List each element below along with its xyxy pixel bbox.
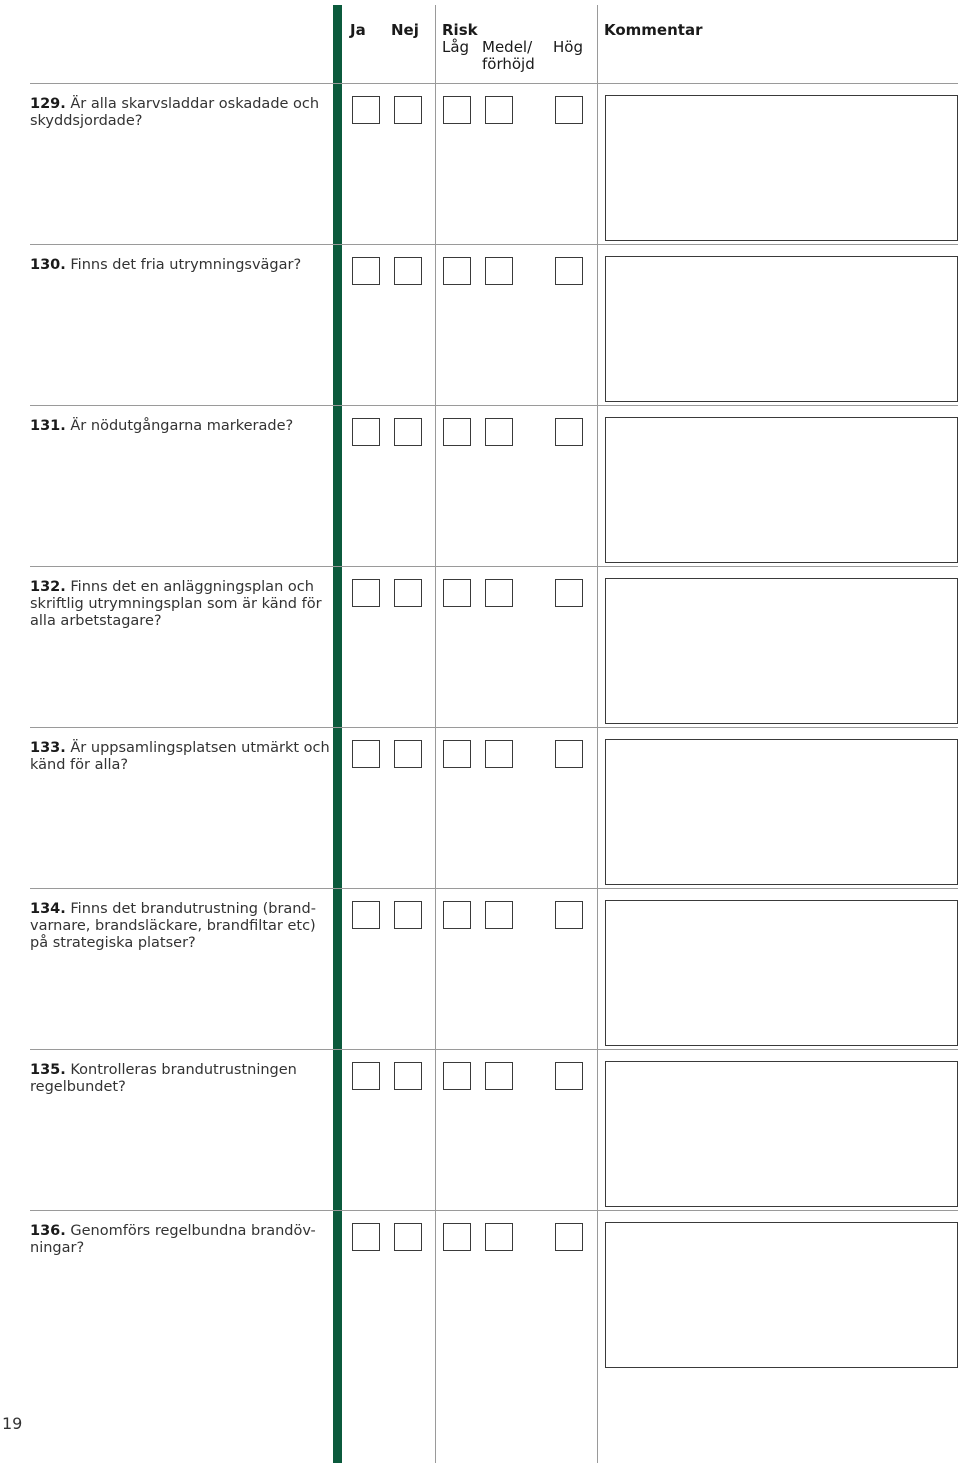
checkbox-nej[interactable]: [394, 740, 422, 768]
question-label: Kontrolleras brandutrustningen regelbundet?: [30, 1062, 297, 1095]
checkbox-risk-hog[interactable]: [555, 1223, 583, 1251]
checkbox-risk-lag[interactable]: [443, 257, 471, 285]
question-label: Finns det fria utrymningsvägar?: [70, 257, 302, 273]
question-number: 135.: [30, 1062, 66, 1078]
question-label: Finns det en anläggningsplan och skriftlig utrymningsplan som är känd för alla arbetstagare?: [30, 579, 322, 629]
question-number: 131.: [30, 418, 66, 434]
row-separator: [30, 1210, 958, 1211]
comment-field[interactable]: [605, 739, 958, 885]
checkbox-ja[interactable]: [352, 1223, 380, 1251]
checkbox-risk-lag[interactable]: [443, 96, 471, 124]
header-ja: Ja: [350, 21, 366, 39]
checkbox-ja[interactable]: [352, 740, 380, 768]
question-number: 134.: [30, 901, 66, 917]
checkbox-ja[interactable]: [352, 901, 380, 929]
question-number: 129.: [30, 96, 66, 112]
question-label: Är nödutgångarna markerade?: [70, 418, 294, 434]
checkbox-risk-medel[interactable]: [485, 418, 513, 446]
header-forhojd: förhöjd: [482, 55, 535, 73]
checkbox-nej[interactable]: [394, 1223, 422, 1251]
comment-field[interactable]: [605, 1061, 958, 1207]
header-hog: Hög: [553, 38, 583, 56]
question-text: [30, 1223, 330, 1257]
row-separator: [30, 727, 958, 728]
checkbox-risk-hog[interactable]: [555, 740, 583, 768]
checkbox-risk-lag[interactable]: [443, 1062, 471, 1090]
checkbox-risk-lag[interactable]: [443, 579, 471, 607]
checkbox-risk-medel[interactable]: [485, 1223, 513, 1251]
checkbox-risk-hog[interactable]: [555, 96, 583, 124]
comment-field[interactable]: [605, 578, 958, 724]
checkbox-risk-medel[interactable]: [485, 740, 513, 768]
row-separator: [30, 244, 958, 245]
checkbox-nej[interactable]: [394, 1062, 422, 1090]
checkbox-risk-lag[interactable]: [443, 901, 471, 929]
checkbox-risk-hog[interactable]: [555, 257, 583, 285]
comment-field[interactable]: [605, 256, 958, 402]
checkbox-risk-medel[interactable]: [485, 901, 513, 929]
checkbox-ja[interactable]: [352, 257, 380, 285]
checkbox-ja[interactable]: [352, 96, 380, 124]
checkbox-risk-medel[interactable]: [485, 257, 513, 285]
checkbox-risk-lag[interactable]: [443, 1223, 471, 1251]
checkbox-risk-lag[interactable]: [443, 740, 471, 768]
question-label: Är alla skarvsladdar oskadade och skyddsjordade?: [30, 96, 320, 129]
row-separator: [30, 1049, 958, 1050]
question-number: 130.: [30, 257, 66, 273]
checkbox-nej[interactable]: [394, 418, 422, 446]
question-number: 136.: [30, 1223, 66, 1239]
question-text: [30, 96, 330, 130]
checkbox-risk-hog[interactable]: [555, 579, 583, 607]
question-text: [30, 257, 330, 274]
checkbox-ja[interactable]: [352, 418, 380, 446]
checkbox-nej[interactable]: [394, 901, 422, 929]
page-number: 19: [2, 1414, 23, 1433]
question-number: 133.: [30, 740, 66, 756]
question-text: [30, 1062, 330, 1096]
comment-field[interactable]: [605, 900, 958, 1046]
checkbox-ja[interactable]: [352, 1062, 380, 1090]
row-separator: [30, 566, 958, 567]
checkbox-risk-hog[interactable]: [555, 901, 583, 929]
checkbox-risk-medel[interactable]: [485, 579, 513, 607]
checkbox-risk-hog[interactable]: [555, 418, 583, 446]
checkbox-risk-hog[interactable]: [555, 1062, 583, 1090]
checkbox-risk-medel[interactable]: [485, 1062, 513, 1090]
header-medel: Medel/: [482, 38, 533, 56]
checkbox-nej[interactable]: [394, 257, 422, 285]
comment-field[interactable]: [605, 95, 958, 241]
question-text: [30, 901, 330, 952]
question-label: Genomförs regelbundna brandöv-ningar?: [30, 1223, 316, 1256]
green-margin-bar: [333, 5, 342, 1463]
question-label: Är uppsamlingsplatsen utmärkt och känd för alla?: [30, 740, 330, 773]
checkbox-nej[interactable]: [394, 579, 422, 607]
header-rule: [30, 83, 958, 84]
question-label: Finns det brandutrustning (brand-varnare, brandsläckare, brandfiltar etc) på strategiska platser?: [30, 901, 316, 951]
column-divider-risk: [597, 5, 598, 1463]
checkbox-risk-medel[interactable]: [485, 96, 513, 124]
question-text: [30, 418, 330, 435]
comment-field[interactable]: [605, 417, 958, 563]
row-separator: [30, 888, 958, 889]
column-divider-ja-nej: [435, 5, 436, 1463]
row-separator: [30, 405, 958, 406]
header-lag: Låg: [442, 38, 470, 56]
checkbox-nej[interactable]: [394, 96, 422, 124]
question-text: [30, 579, 330, 630]
header-kommentar: Kommentar: [604, 21, 703, 39]
header-risk: Risk: [442, 21, 478, 39]
checkbox-risk-lag[interactable]: [443, 418, 471, 446]
checkbox-ja[interactable]: [352, 579, 380, 607]
header-nej: Nej: [391, 21, 419, 39]
comment-field[interactable]: [605, 1222, 958, 1368]
question-text: [30, 740, 330, 774]
question-number: 132.: [30, 579, 66, 595]
